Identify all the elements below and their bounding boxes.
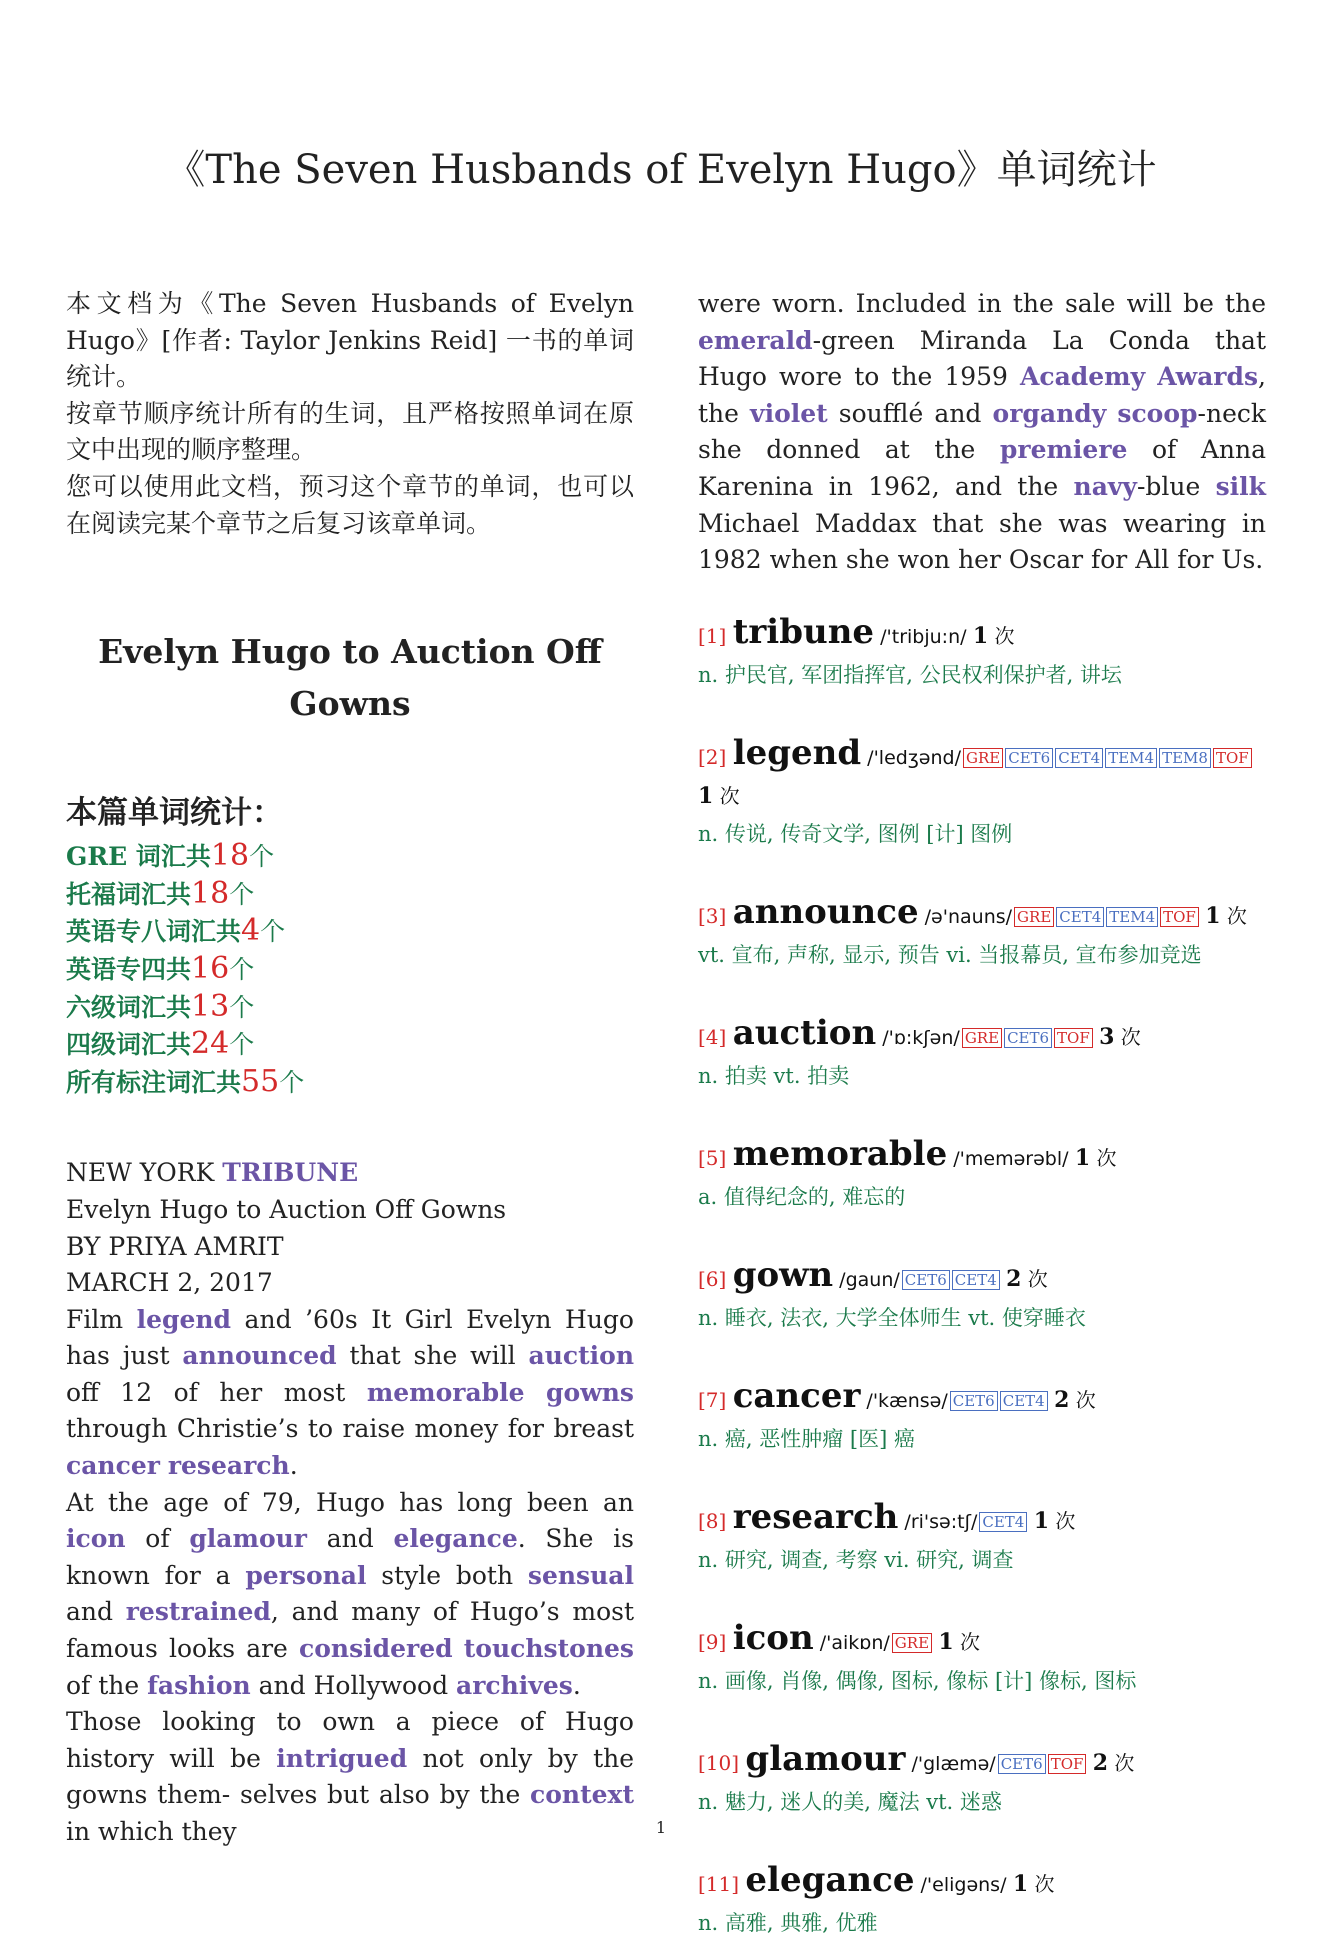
vocab-definition: n. 睡衣, 法衣, 大学全体师生 vt. 使穿睡衣: [698, 1305, 1086, 1330]
vocab-index: [4]: [698, 1024, 733, 1049]
highlight-word: organdy: [992, 398, 1107, 428]
text-run: . She is known for a: [66, 1524, 634, 1590]
text-run: were worn. Included in the sale will be the: [698, 289, 1266, 318]
vocab-word: cancer: [732, 1375, 861, 1416]
exam-tag: CET6: [902, 1270, 950, 1290]
stat-label: 托福词汇共: [66, 879, 192, 909]
highlight-word: considered: [299, 1634, 453, 1664]
exam-tag: CET4: [979, 1512, 1027, 1532]
text-run: -green Miranda La Conda that Hugo wore to the 1959: [698, 325, 1266, 392]
stat-count: 4: [241, 913, 261, 949]
exam-tag: CET4: [1000, 1391, 1048, 1411]
text-run: in which they: [66, 1817, 237, 1846]
highlight-word: gowns: [546, 1377, 634, 1407]
article-dateline: [66, 1155, 634, 1192]
text-run: [453, 1634, 464, 1663]
stat-label: 英语专八词汇共: [66, 917, 242, 947]
highlight-word: announced: [182, 1341, 337, 1371]
vocab-word: announce: [732, 891, 919, 932]
stat-unit: 个: [229, 992, 255, 1022]
article-byline: BY PRIYA AMRIT: [66, 1231, 284, 1261]
highlight-word: intrigued: [276, 1743, 408, 1773]
stats-list: [66, 838, 634, 1101]
vocab-entry: [698, 1135, 1266, 1214]
dateline-prefix: NEW YORK: [66, 1158, 223, 1188]
vocab-word: elegance: [745, 1859, 915, 1900]
vocab-count: 2 次: [1092, 1749, 1135, 1776]
highlight-word: premiere: [999, 435, 1128, 465]
stat-count: 18: [210, 838, 250, 874]
vocab-entry: [698, 1377, 1266, 1456]
vocab-word: memorable: [732, 1133, 948, 1174]
highlight-word: restrained: [125, 1597, 271, 1627]
vocab-entry-head: [698, 613, 1266, 656]
text-run: Film: [66, 1304, 137, 1334]
page-number: 1: [655, 1818, 667, 1837]
stat-row: [66, 876, 634, 914]
highlight-word: touchstones: [463, 1634, 634, 1664]
vocab-entry: [698, 1740, 1266, 1819]
stat-count: 55: [241, 1063, 280, 1099]
vocab-entry: [698, 893, 1266, 972]
highlight-word: navy: [1073, 471, 1137, 501]
vocab-index: [11]: [698, 1871, 746, 1896]
highlight-word: TRIBUNE: [222, 1158, 359, 1188]
article-date: MARCH 2, 2017: [66, 1268, 273, 1298]
highlight-word: violet: [750, 398, 828, 428]
vocab-definition: n. 画像, 肖像, 偶像, 图标, 像标 [计] 像标, 图标: [698, 1668, 1137, 1693]
vocab-word: auction: [732, 1012, 877, 1053]
text-run: At the age of 79, Hugo has long been an: [66, 1487, 634, 1517]
vocab-phonetic: /ə'nauns/: [918, 905, 1013, 928]
vocab-index: [10]: [698, 1750, 746, 1775]
vocab-entry-head: [698, 1619, 1266, 1662]
vocab-phonetic: /ri'sə:tʃ/: [898, 1510, 978, 1533]
article-paragraph: [66, 1485, 634, 1705]
exam-tag: TEM8: [1159, 748, 1211, 768]
stat-unit: 个: [279, 1067, 305, 1097]
text-run: , the: [698, 362, 1266, 428]
vocab-phonetic: /gaun/: [833, 1268, 900, 1291]
stat-label: 四级词汇共: [66, 1030, 192, 1060]
vocab-count: 3 次: [1099, 1023, 1141, 1050]
highlight-word: auction: [528, 1341, 634, 1371]
vocab-entry-head: [698, 734, 1266, 815]
text-run: Michael Maddax that she was wearing in 1982 when she won her Oscar for All for Us.: [698, 508, 1266, 575]
vocab-entry: [698, 1498, 1266, 1577]
vocab-phonetic: /'aikɒn/: [813, 1631, 890, 1654]
vocab-definition: n. 魅力, 迷人的美, 魔法 vt. 迷惑: [698, 1789, 1002, 1814]
vocab-entry: [698, 1619, 1266, 1698]
vocab-phonetic: /'kænsə/: [860, 1389, 948, 1412]
intro-line: 本文档为《The Seven Husbands of Evelyn Hugo》[作者: Taylor Jenkins Reid] 一书的单词统计。: [66, 289, 634, 392]
vocab-count: 1 次: [1033, 1507, 1076, 1534]
vocab-entry: [698, 613, 1266, 692]
vocab-count: 2 次: [1006, 1265, 1048, 1292]
text-run: .: [289, 1451, 298, 1481]
stat-count: 13: [191, 988, 230, 1024]
stat-count: 18: [191, 875, 230, 911]
highlight-word: emerald: [698, 325, 813, 355]
text-run: -neck she donned at the: [698, 398, 1267, 465]
vocab-definition: n. 护民官, 军团指挥官, 公民权利保护者, 讲坛: [698, 662, 1122, 687]
text-run: Those looking to own a piece of Hugo history will be: [66, 1707, 634, 1773]
text-run: not only by the gowns them- selves but also by the: [66, 1743, 635, 1810]
vocab-definition: a. 值得纪念的, 难忘的: [698, 1184, 906, 1209]
exam-tag: TOF: [1054, 1028, 1093, 1048]
text-run: off 12 of her most: [66, 1377, 367, 1407]
article-headline: Evelyn Hugo to Auction Off Gowns: [66, 1194, 507, 1224]
stat-row: [66, 838, 634, 876]
exam-tag: CET6: [1005, 748, 1053, 768]
highlight-word: fashion: [147, 1670, 251, 1700]
vocab-definition: n. 高雅, 典雅, 优雅: [698, 1910, 878, 1935]
vocab-phonetic: /'glæmə/: [905, 1752, 996, 1775]
text-run: through Christie’s to raise money for breast: [66, 1414, 634, 1444]
vocab-count: 1 次: [1012, 1870, 1055, 1897]
highlight-word: icon: [66, 1524, 126, 1554]
vocab-index: [7]: [698, 1387, 733, 1412]
exam-tag: TOF: [1213, 748, 1252, 768]
vocab-phonetic: /'eligəns/: [914, 1873, 1007, 1896]
text-run: and: [66, 1597, 126, 1627]
article-paragraph: [66, 1302, 634, 1485]
text-run: soufflé and: [827, 398, 993, 428]
text-run: [1145, 362, 1157, 391]
exam-tag: TOF: [1160, 907, 1199, 927]
highlight-word: Awards: [1157, 362, 1259, 392]
text-run: and: [306, 1524, 394, 1554]
article: [66, 1155, 634, 1850]
article-paragraph-continued: [698, 286, 1266, 579]
exam-tag: GRE: [963, 748, 1003, 768]
vocab-entry: [698, 1861, 1266, 1940]
highlight-word: glamour: [189, 1524, 307, 1554]
exam-tag: CET6: [998, 1754, 1046, 1774]
highlight-word: context: [530, 1780, 634, 1810]
vocab-count: 1 次: [698, 782, 740, 809]
stat-label: 英语专四共: [66, 954, 192, 984]
exam-tag: GRE: [1014, 907, 1054, 927]
vocab-index: [6]: [698, 1266, 733, 1291]
vocab-entry: [698, 1256, 1266, 1335]
stat-unit: 个: [229, 1030, 255, 1060]
vocab-index: [9]: [698, 1629, 733, 1654]
highlight-word: legend: [136, 1304, 232, 1334]
vocab-index: [2]: [698, 744, 733, 769]
exam-tag: GRE: [892, 1633, 932, 1653]
vocab-phonetic: /'memərəbl/: [947, 1147, 1069, 1170]
text-run: .: [572, 1670, 581, 1700]
text-run: [160, 1451, 168, 1480]
vocab-definition: n. 传说, 传奇文学, 图例 [计] 图例: [698, 821, 1013, 846]
highlight-word: silk: [1215, 471, 1266, 501]
left-column: [66, 286, 634, 1851]
text-run: style both: [366, 1560, 528, 1590]
text-run: of: [125, 1524, 190, 1554]
stat-count: 16: [191, 950, 230, 986]
text-run: , and many of Hugo’s most famous looks are: [66, 1597, 634, 1664]
text-run: [525, 1378, 546, 1407]
right-column: [698, 286, 1266, 1940]
highlight-word: research: [167, 1451, 290, 1481]
vocab-phonetic: /'tribju:n/: [874, 625, 967, 648]
section-title: Evelyn Hugo to Auction Off Gowns: [98, 632, 602, 724]
vocab-count: 1 次: [1205, 902, 1247, 929]
intro-line: 您可以使用此文档，预习这个章节的单词，也可以在阅读完某个章节之后复习该章单词。: [66, 471, 634, 538]
text-run: that she will: [336, 1341, 529, 1371]
exam-tag: TEM4: [1106, 907, 1158, 927]
vocab-definition: n. 研究, 调查, 考察 vi. 研究, 调查: [698, 1547, 1014, 1572]
stat-label: GRE 词汇共: [66, 842, 211, 872]
vocab-index: [3]: [698, 903, 733, 928]
exam-tag: CET4: [1055, 748, 1103, 768]
vocab-definition: vt. 宣布, 声称, 显示, 预告 vi. 当报幕员, 宣布参加竞选: [698, 942, 1202, 967]
vocab-entry-head: [698, 893, 1266, 936]
text-run: and ’60s It Girl Evelyn Hugo has just: [66, 1304, 634, 1371]
vocab-entry-head: [698, 1135, 1266, 1178]
vocab-definition: n. 拍卖 vt. 拍卖: [698, 1063, 850, 1088]
exam-tag: TEM4: [1105, 748, 1157, 768]
vocab-word: tribune: [732, 611, 875, 652]
text-run: of the: [66, 1670, 148, 1700]
vocab-entry: [698, 1014, 1266, 1093]
vocab-definition: n. 癌, 恶性肿瘤 [医] 癌: [698, 1426, 915, 1451]
vocab-index: [1]: [698, 623, 733, 648]
highlight-word: scoop: [1117, 398, 1198, 428]
vocab-word: glamour: [745, 1738, 906, 1779]
vocab-count: 1 次: [938, 1628, 981, 1655]
exam-tag: CET6: [1004, 1028, 1052, 1048]
highlight-word: Academy: [1019, 362, 1146, 392]
stat-count: 24: [191, 1026, 230, 1062]
vocab-phonetic: /'ɒ:kʃən/: [876, 1026, 960, 1049]
vocab-count: 2 次: [1054, 1386, 1096, 1413]
vocab-count: 1 次: [1074, 1144, 1117, 1171]
vocab-index: [5]: [698, 1145, 733, 1170]
highlight-word: elegance: [393, 1524, 518, 1554]
vocab-entry-head: [698, 1861, 1266, 1904]
stat-row: [66, 1064, 634, 1102]
vocab-entry-head: [698, 1377, 1266, 1420]
stat-row: [66, 951, 634, 989]
stat-row: [66, 1026, 634, 1064]
stat-unit: 个: [229, 879, 255, 909]
stat-label: 六级词汇共: [66, 992, 192, 1022]
highlight-word: cancer: [66, 1451, 160, 1481]
stat-unit: 个: [229, 954, 255, 984]
stat-row: [66, 913, 634, 951]
stat-label: 所有标注词汇共: [66, 1067, 242, 1097]
vocab-entry-head: [698, 1498, 1266, 1541]
intro-block: [66, 286, 634, 542]
exam-tag: CET6: [950, 1391, 998, 1411]
stat-unit: 个: [249, 842, 275, 872]
exam-tag: GRE: [962, 1028, 1002, 1048]
highlight-word: personal: [245, 1560, 367, 1590]
stats-heading: 本篇单词统计：: [66, 795, 283, 832]
vocabulary-list: [698, 613, 1266, 1940]
vocab-entry-head: [698, 1014, 1266, 1057]
vocab-word: legend: [732, 732, 862, 773]
stat-unit: 个: [260, 917, 286, 947]
highlight-word: memorable: [366, 1377, 525, 1407]
vocab-word: gown: [732, 1254, 834, 1295]
text-run: and Hollywood: [250, 1670, 457, 1700]
text-run: [1106, 399, 1117, 428]
highlight-word: sensual: [527, 1560, 634, 1590]
text-run: of Anna Karenina in 1962, and the: [698, 435, 1267, 501]
exam-tag: TOF: [1048, 1754, 1087, 1774]
vocab-word: research: [732, 1496, 899, 1537]
document-title: 《The Seven Husbands of Evelyn Hugo》单词统计: [165, 147, 1157, 193]
vocab-entry-head: [698, 1740, 1266, 1783]
vocab-word: icon: [732, 1617, 814, 1658]
vocab-index: [8]: [698, 1508, 733, 1533]
exam-tag: CET4: [1056, 907, 1104, 927]
intro-line: 按章节顺序统计所有的生词，且严格按照单词在原文中出现的顺序整理。: [66, 398, 634, 465]
text-run: -blue: [1136, 471, 1216, 501]
vocab-count: 1 次: [972, 622, 1015, 649]
vocab-entry-head: [698, 1256, 1266, 1299]
exam-tag: CET4: [952, 1270, 1000, 1290]
vocab-phonetic: /'ledʒənd/: [861, 746, 962, 769]
vocab-entry: [698, 734, 1266, 851]
stat-row: [66, 989, 634, 1027]
highlight-word: archives: [456, 1670, 573, 1700]
